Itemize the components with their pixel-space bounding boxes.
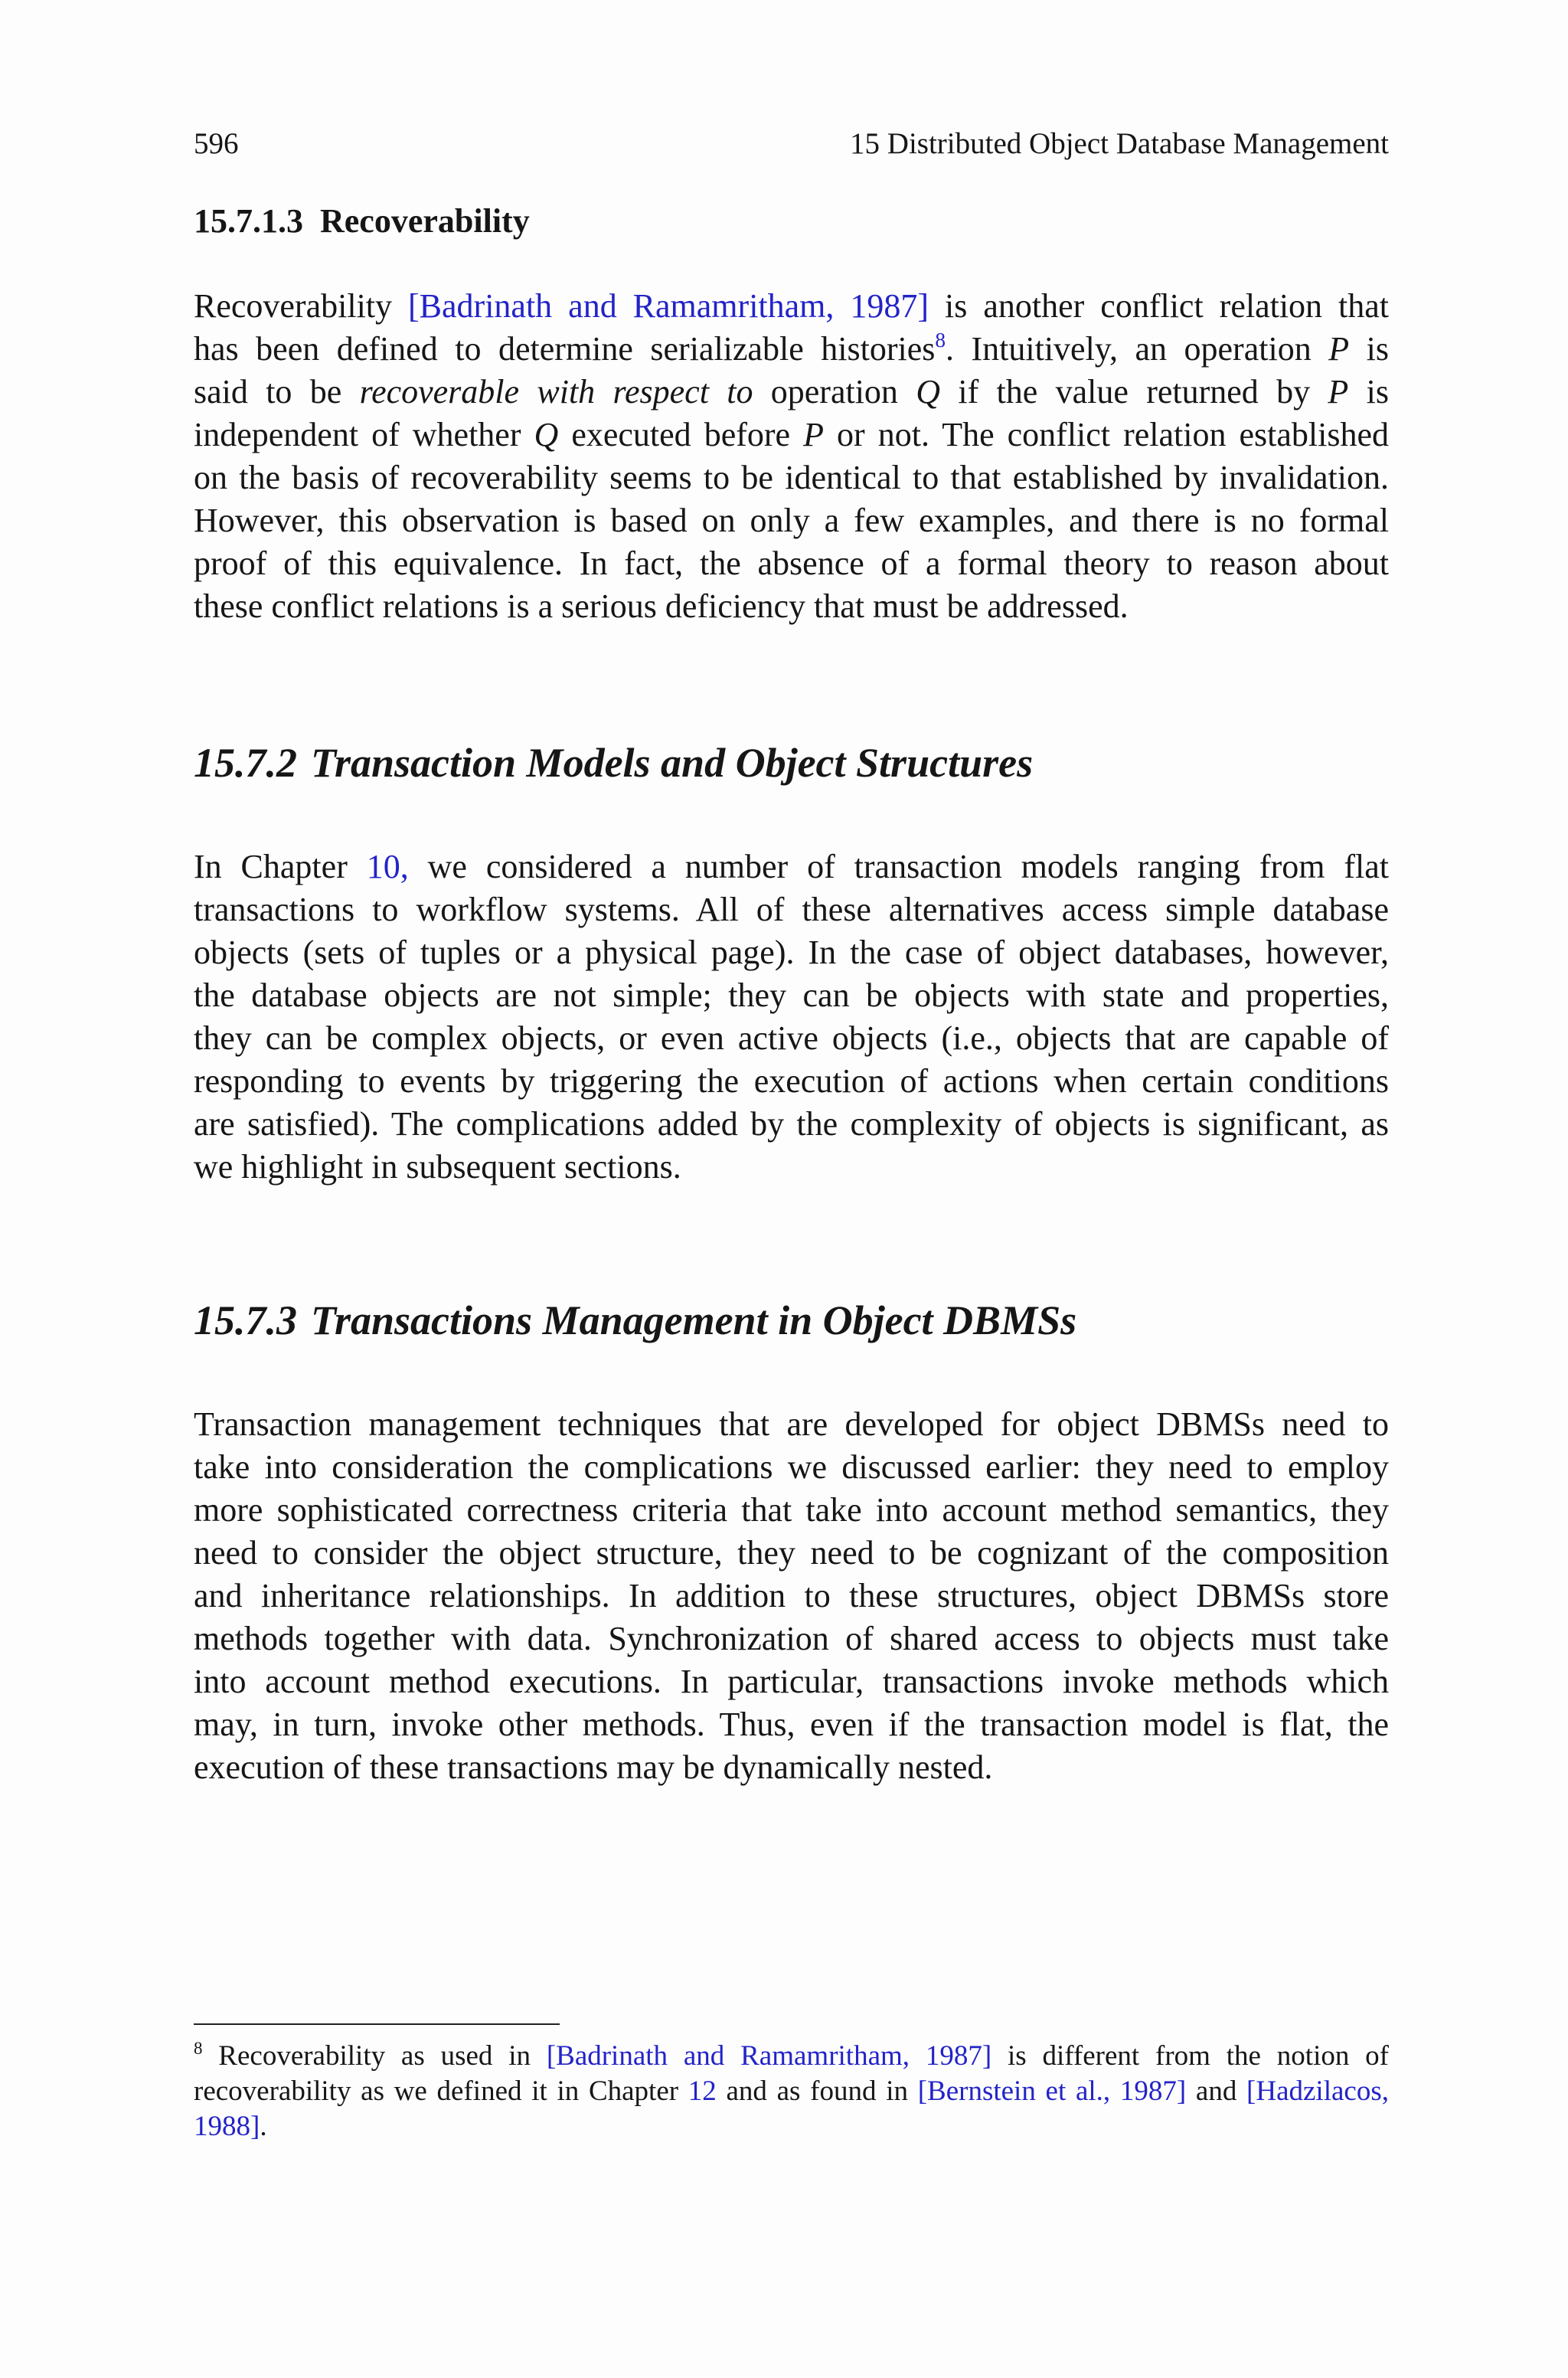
- text-line: [194, 2039, 1389, 2074]
- text-line: [194, 2109, 1389, 2144]
- text-line: need to consider the object structure, they need to be cognizant of the composition: [194, 1534, 1389, 1572]
- section-number: 15.7.3: [194, 1297, 297, 1343]
- citation-link[interactable]: [Bernstein et al., 1987]: [917, 2075, 1187, 2107]
- text-line: more sophisticated correctness criteria that take into account method semantics, they: [194, 1491, 1389, 1529]
- section-number: 15.7.2: [194, 740, 297, 786]
- text-span: or not. The conflict relation established: [824, 416, 1389, 453]
- text-span: is another conflict relation that: [929, 287, 1390, 325]
- text-span: . Intuitively, an operation: [945, 330, 1329, 368]
- footnote: [194, 2039, 1389, 2144]
- text-line: [194, 328, 1389, 371]
- text-span: is: [1348, 373, 1389, 411]
- text-line: the database objects are not simple; they can be objects with state and properties,: [194, 976, 1389, 1014]
- paragraph-transaction-management: [194, 1403, 1389, 1789]
- text-line: [194, 414, 1389, 456]
- subsubsection-number: 15.7.1.3: [194, 202, 303, 240]
- subsubsection-title: Recoverability: [320, 202, 530, 240]
- footnote-ref[interactable]: 8: [935, 329, 946, 352]
- footnote-marker: 8: [194, 2038, 203, 2058]
- text-span: executed before: [558, 416, 804, 453]
- citation-link[interactable]: 1988]: [194, 2111, 260, 2142]
- section-title: Transactions Management in Object DBMSs: [311, 1297, 1077, 1343]
- text-line: proof of this equivalence. In fact, the absence of a formal theory to reason about: [194, 545, 1389, 582]
- text-line: execution of these transactions may be dynamically nested.: [194, 1748, 993, 1786]
- chapter-title: 15 Distributed Object Database Management: [850, 127, 1389, 160]
- text-span: .: [260, 2111, 267, 2142]
- chapter-link[interactable]: 10,: [366, 848, 409, 885]
- text-line: transactions to workflow systems. All of these alternatives access simple database: [194, 891, 1389, 928]
- text-span: and: [1186, 2075, 1247, 2107]
- paragraph-recoverability: [194, 285, 1389, 628]
- text-line: on the basis of recoverability seems to be identical to that established by invalidation.: [194, 459, 1389, 496]
- text-span: we considered a number of transaction models ranging from flat: [408, 848, 1389, 885]
- text-span: said to be: [194, 373, 360, 411]
- text-line: However, this observation is based on only a few examples, and there is no formal: [194, 502, 1389, 539]
- section-heading: [194, 1296, 1076, 1345]
- text-line: into account method executions. In particular, transactions invoke methods which: [194, 1663, 1389, 1700]
- emphasis-text: recoverable with respect to: [359, 373, 753, 411]
- page-number: 596: [194, 127, 239, 160]
- citation-link[interactable]: [Badrinath and Ramamritham, 1987]: [408, 287, 929, 325]
- text-span: operation: [753, 373, 916, 411]
- text-span: is different from the notion of: [991, 2040, 1389, 2072]
- text-span: recoverability as we defined it in Chapter: [194, 2075, 688, 2107]
- text-span: has been defined to determine serializable histories: [194, 330, 936, 368]
- text-line: may, in turn, invoke other methods. Thus, even if the transaction model is flat, the: [194, 1706, 1389, 1743]
- text-span: Recoverability as used in: [202, 2040, 547, 2072]
- text-line: they can be complex objects, or even active objects (i.e., objects that are capable of: [194, 1019, 1389, 1057]
- text-span: if the value returned by: [940, 373, 1328, 411]
- math-var: Q: [534, 416, 559, 453]
- math-var: Q: [916, 373, 941, 411]
- text-line: responding to events by triggering the execution of actions when certain conditions: [194, 1062, 1389, 1100]
- text-span: is: [1349, 330, 1389, 368]
- text-line: we highlight in subsequent sections.: [194, 1148, 681, 1186]
- math-var: P: [803, 416, 825, 453]
- paragraph-transaction-models: [194, 846, 1389, 1189]
- text-line: objects (sets of tuples or a physical page). In the case of object databases, however,: [194, 934, 1389, 971]
- text-line: [194, 371, 1389, 414]
- text-line: methods together with data. Synchronization of shared access to objects must take: [194, 1620, 1389, 1657]
- chapter-link[interactable]: 12: [688, 2075, 717, 2107]
- citation-link[interactable]: [Badrinath and Ramamritham, 1987]: [546, 2040, 992, 2072]
- citation-link[interactable]: [Hadzilacos,: [1246, 2075, 1389, 2107]
- text-line: and inheritance relationships. In addition to these structures, object DBMSs store: [194, 1577, 1389, 1614]
- subsubsection-heading: [194, 201, 530, 242]
- text-line: take into consideration the complications we discussed earlier: they need to employ: [194, 1448, 1389, 1486]
- text-span: Recoverability: [194, 287, 409, 325]
- text-line: [194, 2074, 1389, 2109]
- text-span: In Chapter: [194, 848, 367, 885]
- text-span: independent of whether: [194, 416, 534, 453]
- section-heading: [194, 738, 1033, 787]
- section-title: Transaction Models and Object Structures: [311, 740, 1034, 786]
- text-line: Transaction management techniques that are developed for object DBMSs need to: [194, 1405, 1389, 1443]
- text-line: [194, 846, 1389, 888]
- text-line: are satisfied). The complications added by the complexity of objects is significant, as: [194, 1105, 1389, 1143]
- math-var: P: [1328, 330, 1350, 368]
- text-span: and as found in: [716, 2075, 918, 2107]
- math-var: P: [1328, 373, 1349, 411]
- footnote-divider: [194, 2023, 560, 2025]
- text-line: these conflict relations is a serious deficiency that must be addressed.: [194, 587, 1129, 625]
- text-line: [194, 285, 1389, 328]
